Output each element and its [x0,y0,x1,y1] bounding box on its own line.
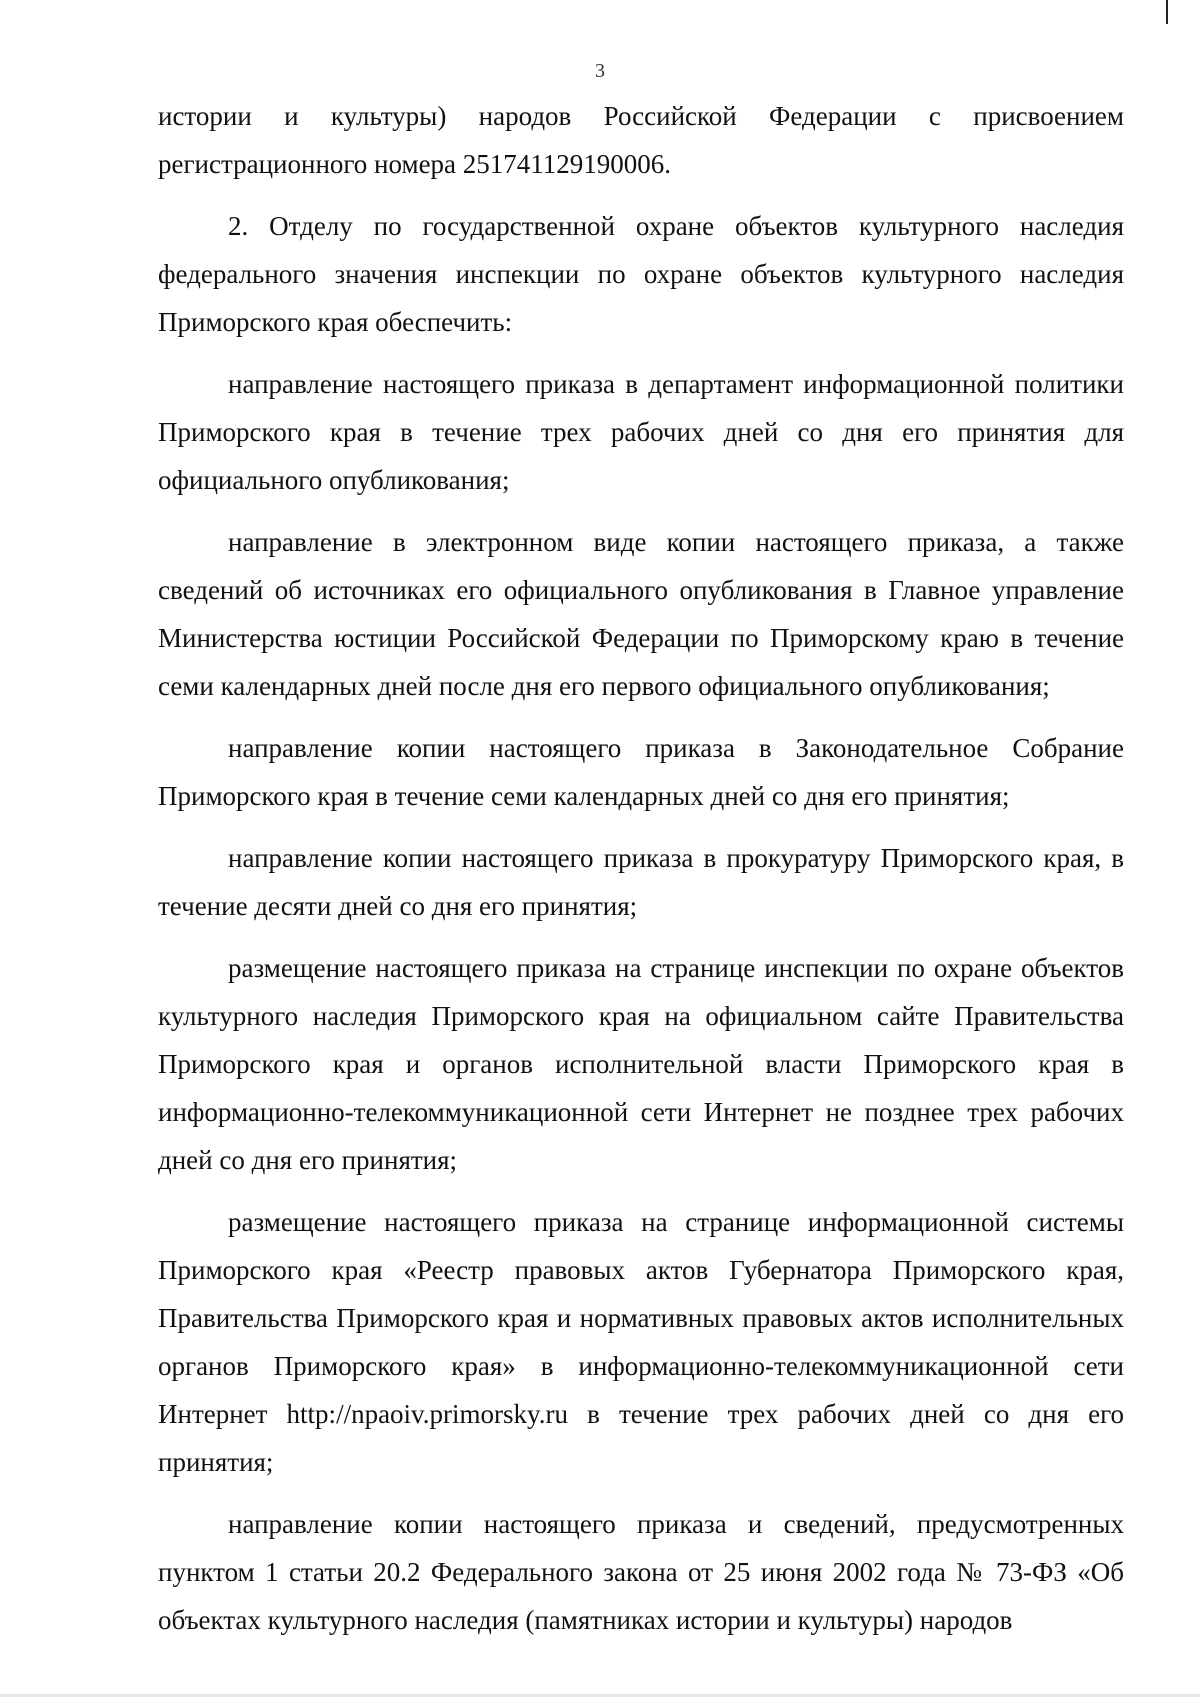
list-item: направление копии настоящего приказа в прокуратуру Приморского края, в течение десяти дней со дня его принятия; [158,843,1124,921]
document-body [158,92,1124,1644]
list-item: направление настоящего приказа в департамент информационной политики Приморского края в течение трех рабочих дней со дня его принятия для официального опубликования; [158,369,1124,495]
paragraph-continuation: истории и культуры) народов Российской Федерации с присвоением регистрационного номера 251741129190006. [158,101,1124,179]
list-item: размещение настоящего приказа на странице инспекции по охране объектов культурного наследия Приморского края на официальном сайте Правительства Приморского края и органов исполнительной власти Приморского края в информационно-телекоммуникационной сети Интернет не позднее трех рабочих дней со дня его принятия; [158,953,1124,1175]
page-number: 3 [595,60,605,82]
paragraph-item-2: 2. Отделу по государственной охране объектов культурного наследия федерального значения инспекции по охране объектов культурного наследия Приморского края обеспечить: [158,211,1124,337]
list-item: направление копии настоящего приказа и сведений, предусмотренных пунктом 1 статьи 20.2 Федерального закона от 25 июня 2002 года № 73-ФЗ «Об объектах культурного наследия (памятниках истории и культуры) народов [158,1509,1124,1635]
scan-edge-line [1166,0,1168,24]
list-item: направление в электронном виде копии настоящего приказа, а также сведений об источниках его официального опубликования в Главное управление Министерства юстиции Российской Федерации по Приморскому краю в течение семи календарных дней после дня его первого официального опубликования; [158,527,1124,701]
list-item: размещение настоящего приказа на странице информационной системы Приморского края «Реестр правовых актов Губернатора Приморского края, Правительства Приморского края и нормативных правовых актов исполнительных органов Приморского края» в информационно-телекоммуникационной сети Интернет http://npaoiv.primorsky.ru в течение трех рабочих дней со дня его принятия; [158,1207,1124,1477]
list-item: направление копии настоящего приказа в Законодательное Собрание Приморского края в течение семи календарных дней со дня его принятия; [158,733,1124,811]
